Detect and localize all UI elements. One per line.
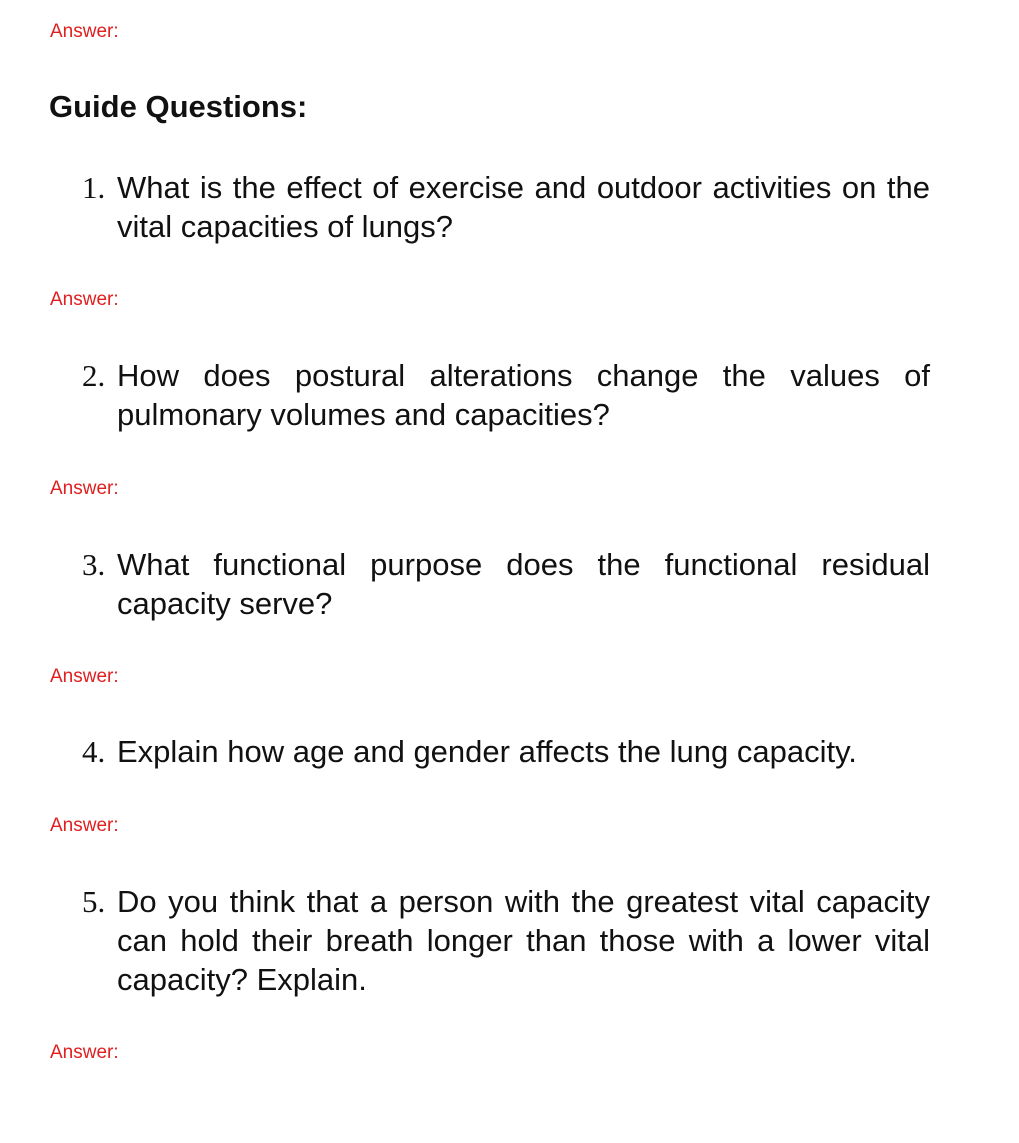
question-text: Do you think that a person with the greatest vital capacity can hold their breath longer than those with a lower vital capacity? Explain. [117,884,930,997]
question-number: 2. [82,358,106,393]
question-number: 5. [82,884,106,919]
question-text: What functional purpose does the functional residual capacity serve? [117,547,930,621]
question-item-3 [82,545,930,623]
question-text: Explain how age and gender affects the lung capacity. [117,734,857,769]
question-text: What is the effect of exercise and outdoor activities on the vital capacities of lungs? [117,170,930,244]
question-number: 4. [82,734,106,769]
question-item-1 [82,168,930,246]
answer-label-5: Answer: [50,1042,119,1063]
section-heading: Guide Questions: [49,89,308,124]
answer-label-top: Answer: [50,21,119,42]
question-item-2 [82,356,930,434]
answer-label-4: Answer: [50,815,119,836]
answer-label-2: Answer: [50,478,119,499]
question-item-5 [82,882,930,999]
question-number: 1. [82,170,106,205]
answer-label-3: Answer: [50,666,119,687]
question-number: 3. [82,547,106,582]
answer-label-1: Answer: [50,289,119,310]
question-item-4 [82,732,930,771]
question-text: How does postural alterations change the values of pulmonary volumes and capacities? [117,358,930,432]
